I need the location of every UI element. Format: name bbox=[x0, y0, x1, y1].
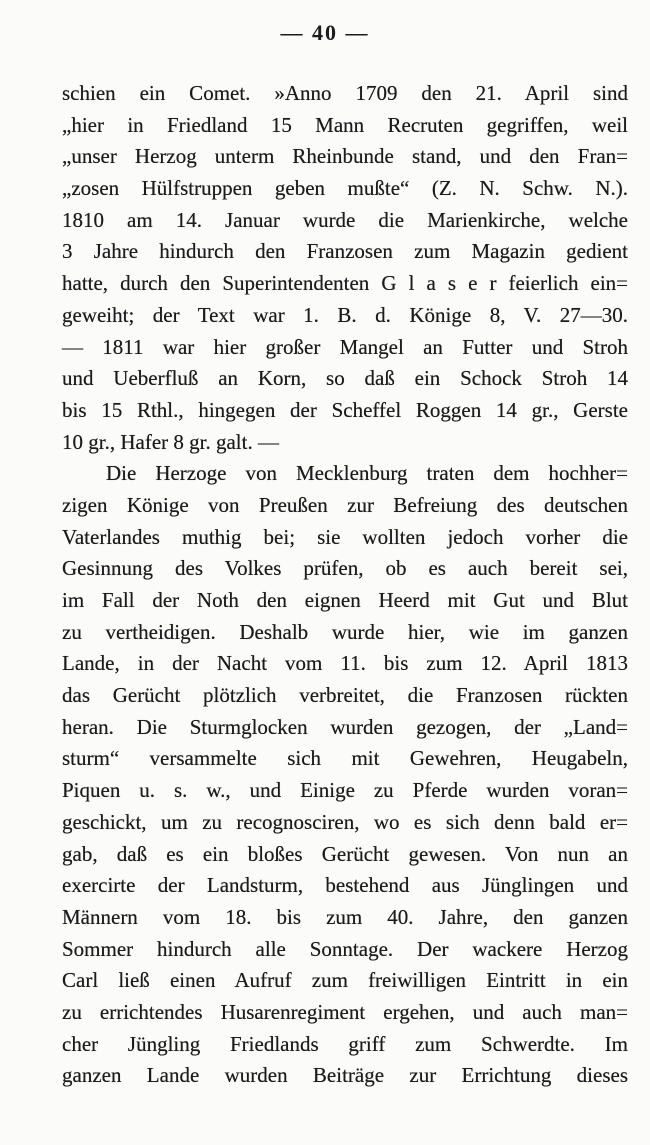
text-line: „zosen Hülfstruppen geben mußte“ (Z. N. Schw. N.). bbox=[62, 176, 628, 201]
text-line: ganzen Lande wurden Beiträge zur Errichtung dieses bbox=[62, 1063, 628, 1088]
text-line: Lande, in der Nacht vom 11. bis zum 12. April 1813 bbox=[62, 651, 628, 676]
text-line: und Ueberfluß an Korn, so daß ein Schock Stroh 14 bbox=[62, 366, 628, 391]
text-line: Gesinnung des Volkes prüfen, ob es auch bereit sei, bbox=[62, 556, 628, 581]
text-line: Sommer hindurch alle Sonntage. Der wackere Herzog bbox=[62, 936, 628, 961]
text-line: sturm“ versammelte sich mit Gewehren, Heugabeln, bbox=[62, 746, 628, 771]
text-line: 10 gr., Hafer 8 gr. galt. — bbox=[62, 429, 279, 454]
text-line: hatte, durch den Superintendenten G l a s e r feierlich ein= bbox=[62, 271, 628, 296]
text-line: Die Herzoge von Mecklenburg traten dem hochher= bbox=[106, 461, 628, 486]
text-line: Vaterlandes muthig bei; sie wollten jedoch vorher die bbox=[62, 524, 628, 549]
text-line: cher Jüngling Friedlands griff zum Schwerdte. Im bbox=[62, 1031, 628, 1056]
text-line: zu vertheidigen. Deshalb wurde hier, wie im ganzen bbox=[62, 619, 628, 644]
text-line: 1810 am 14. Januar wurde die Marienkirche, welche bbox=[62, 207, 628, 232]
text-line: 3 Jahre hindurch den Franzosen zum Magazin gedient bbox=[62, 239, 628, 264]
text-line: zigen Könige von Preußen zur Befreiung des deutschen bbox=[62, 492, 628, 517]
text-line: exercirte der Landsturm, bestehend aus Jünglingen und bbox=[62, 873, 628, 898]
text-line: schien ein Comet. »Anno 1709 den 21. April sind bbox=[62, 81, 628, 105]
text-line: das Gerücht plötzlich verbreitet, die Franzosen rückten bbox=[62, 683, 628, 708]
text-line: „hier in Friedland 15 Mann Recruten gegriffen, weil bbox=[62, 112, 628, 137]
body-text bbox=[62, 78, 628, 1092]
text-line: im Fall der Noth den eignen Heerd mit Gut und Blut bbox=[62, 588, 628, 612]
text-line: „unser Herzog unterm Rheinbunde stand, und den Fran= bbox=[62, 144, 628, 169]
text-line: zu errichtendes Husarenregiment ergehen, und auch man= bbox=[62, 999, 628, 1024]
text-line: Piquen u. s. w., und Einige zu Pferde wurden voran= bbox=[62, 778, 628, 803]
text-line: geweiht; der Text war 1. B. d. Könige 8, V. 27—30. bbox=[62, 302, 628, 327]
text-line: Carl ließ einen Aufruf zum freiwilligen Eintritt in ein bbox=[62, 968, 628, 993]
page-number: — 40 — bbox=[280, 20, 370, 45]
text-line: gab, daß es ein bloßes Gerücht gewesen. Von nun an bbox=[62, 841, 628, 866]
text-line: Männern vom 18. bis zum 40. Jahre, den ganzen bbox=[62, 904, 628, 929]
text-line: — 1811 war hier großer Mangel an Futter und Stroh bbox=[62, 334, 628, 359]
text-line: geschickt, um zu recognosciren, wo es sich denn bald er= bbox=[62, 809, 628, 834]
text-line: bis 15 Rthl., hingegen der Scheffel Roggen 14 gr., Gerste bbox=[62, 397, 628, 422]
text-line: heran. Die Sturmglocken wurden gezogen, der „Land= bbox=[62, 714, 628, 739]
